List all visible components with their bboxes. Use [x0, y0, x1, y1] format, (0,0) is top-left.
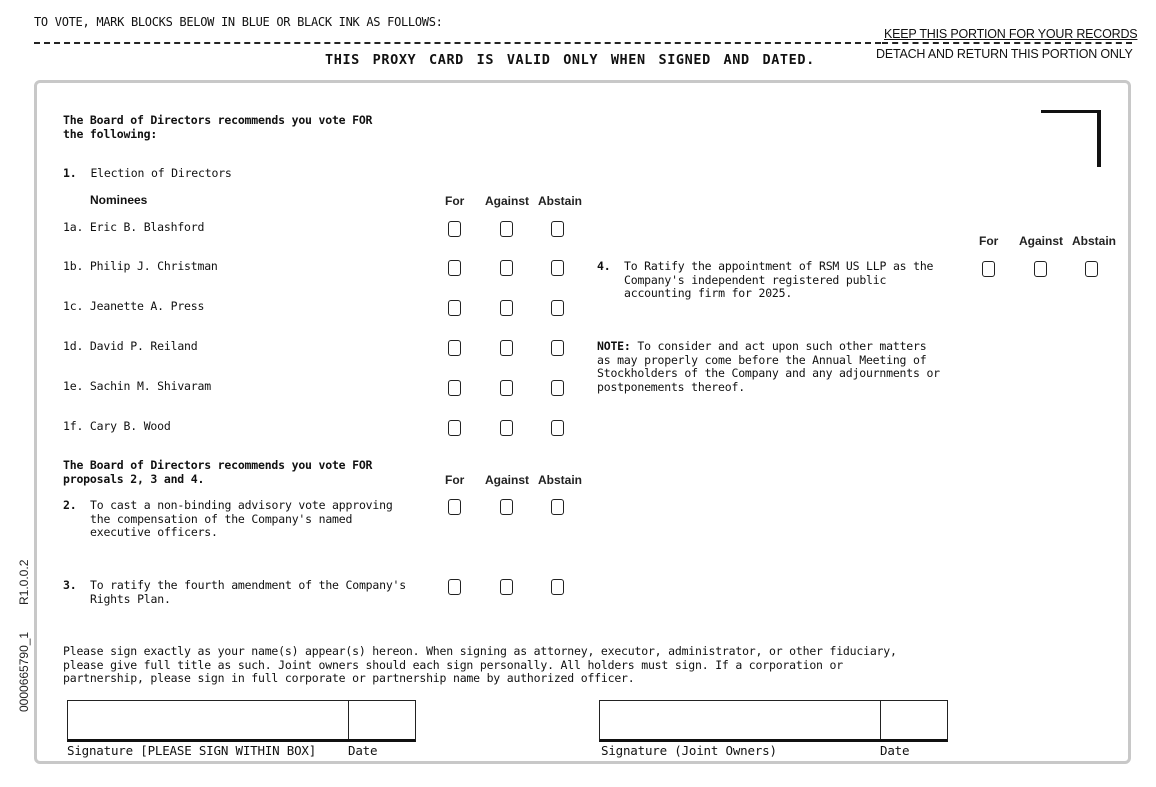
document-code: 0000665790_1: [17, 631, 31, 712]
sign-instructions: Please sign exactly as your name(s) appear(s) hereon. When signing as attorney, executor, administrator, or other fiduciary, please give full title as such. Joint owners should each sign personally. All holders must sign. If a corporation or partnership, please sign in full corporate or partnership name by authorized officer.: [63, 644, 897, 685]
joint-signature-label: Signature (Joint Owners): [601, 743, 777, 758]
nominee-row: 1d. David P. Reiland: [63, 339, 198, 353]
detach-dashed-line-right: [882, 42, 1132, 44]
nominee-1d-abstain-checkbox[interactable]: [551, 340, 564, 356]
proposal-4-number: 4.: [597, 259, 611, 273]
col-header-abstain: Abstain: [538, 194, 583, 208]
nominee-row: 1f. Cary B. Wood: [63, 419, 171, 433]
nominee-1c-abstain-checkbox[interactable]: [551, 300, 564, 316]
proposal-4-text: To Ratify the appointment of RSM US LLP as the Company's independent registered public accounting firm for 2025.: [624, 259, 934, 300]
nominee-1b-for-checkbox[interactable]: [448, 260, 461, 276]
proposal-4-for-checkbox[interactable]: [982, 261, 995, 277]
signature-box[interactable]: [67, 700, 416, 742]
detach-dashed-line: [34, 42, 881, 44]
signature-date-divider: [880, 701, 881, 739]
joint-signature-box[interactable]: [599, 700, 948, 742]
nominee-1e-against-checkbox[interactable]: [500, 380, 513, 396]
proposal-3-number: 3.: [63, 578, 77, 592]
proposal-3-abstain-checkbox[interactable]: [551, 579, 564, 595]
col-header-abstain: Abstain: [1072, 234, 1117, 248]
registration-mark: [1041, 110, 1101, 167]
nominee-1c-for-checkbox[interactable]: [448, 300, 461, 316]
voting-instructions: TO VOTE, MARK BLOCKS BELOW IN BLUE OR BLACK INK AS FOLLOWS:: [34, 15, 443, 29]
proposal-4-abstain-checkbox[interactable]: [1085, 261, 1098, 277]
detach-portion-label: DETACH AND RETURN THIS PORTION ONLY: [876, 47, 1133, 61]
nominee-1a-abstain-checkbox[interactable]: [551, 221, 564, 237]
proposal-2-for-checkbox[interactable]: [448, 499, 461, 515]
nominee-1d-for-checkbox[interactable]: [448, 340, 461, 356]
nominee-1a-against-checkbox[interactable]: [500, 221, 513, 237]
nominee-1f-abstain-checkbox[interactable]: [551, 420, 564, 436]
board-recommendation-2: The Board of Directors recommends you vote FOR proposals 2, 3 and 4.: [63, 458, 373, 486]
nominee-row: 1c. Jeanette A. Press: [63, 299, 205, 313]
validity-notice: THIS PROXY CARD IS VALID ONLY WHEN SIGNED AND DATED.: [325, 52, 815, 68]
nominee-1b-abstain-checkbox[interactable]: [551, 260, 564, 276]
proposal-2-number: 2.: [63, 498, 77, 512]
nominee-row: 1b. Philip J. Christman: [63, 259, 218, 273]
col-header-for: For: [445, 194, 465, 208]
board-recommendation-1: The Board of Directors recommends you vote FOR the following:: [63, 113, 373, 141]
joint-date-label: Date: [880, 743, 910, 758]
col-header-abstain: Abstain: [538, 473, 583, 487]
date-label: Date: [348, 743, 378, 758]
revision-code: R1.0.0.2: [17, 559, 31, 605]
nominee-1e-for-checkbox[interactable]: [448, 380, 461, 396]
keep-portion-label: KEEP THIS PORTION FOR YOUR RECORDS: [884, 27, 1138, 41]
col-header-for: For: [445, 473, 465, 487]
nominee-1f-for-checkbox[interactable]: [448, 420, 461, 436]
nominee-row: 1a. Eric B. Blashford: [63, 220, 205, 234]
nominee-1c-against-checkbox[interactable]: [500, 300, 513, 316]
col-header-against: Against: [485, 194, 530, 208]
proposal-2-against-checkbox[interactable]: [500, 499, 513, 515]
nominee-1b-against-checkbox[interactable]: [500, 260, 513, 276]
proposal-3-against-checkbox[interactable]: [500, 579, 513, 595]
signature-date-divider: [348, 701, 349, 739]
proposal-1-title: 1. Election of Directors: [63, 166, 232, 180]
proposal-2-abstain-checkbox[interactable]: [551, 499, 564, 515]
nominee-1e-abstain-checkbox[interactable]: [551, 380, 564, 396]
note-text: NOTE: To consider and act upon such other matters as may properly come before the Annual Meeting of Stockholders of the Company and any adjournments or postponements thereof.: [597, 339, 940, 394]
signature-label: Signature [PLEASE SIGN WITHIN BOX]: [67, 743, 317, 758]
proposal-3-for-checkbox[interactable]: [448, 579, 461, 595]
proposal-2-text: To cast a non-binding advisory vote approving the compensation of the Company's named executive officers.: [90, 498, 393, 539]
proposal-3-text: To ratify the fourth amendment of the Company's Rights Plan.: [90, 578, 407, 606]
nominee-1f-against-checkbox[interactable]: [500, 420, 513, 436]
col-header-against: Against: [1019, 234, 1064, 248]
nominees-label: Nominees: [90, 193, 148, 207]
proposal-4-against-checkbox[interactable]: [1034, 261, 1047, 277]
col-header-for: For: [979, 234, 999, 248]
nominee-row: 1e. Sachin M. Shivaram: [63, 379, 211, 393]
nominee-1a-for-checkbox[interactable]: [448, 221, 461, 237]
nominee-1d-against-checkbox[interactable]: [500, 340, 513, 356]
col-header-against: Against: [485, 473, 530, 487]
